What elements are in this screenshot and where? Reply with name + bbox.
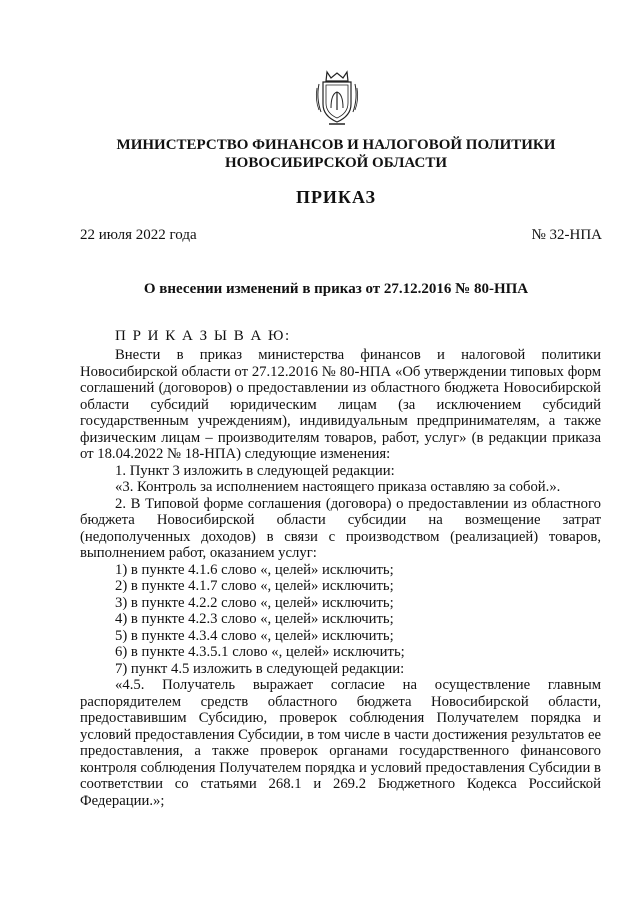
- order-subject: О внесении изменений в приказ от 27.12.2016 № 80-НПА: [143, 281, 529, 297]
- body-paragraph: «4.5. Получатель выражает согласие на осуществление главным распорядителем средств областного бюджета Новосибирской области, предоставившим Субсидию, проверок соблюдения Получателем порядка и условий предоставления Субсидии, в том числе в части достижения результатов ее предоставления, а также проверок органами государственного финансового контроля соблюдения Получателем порядка и условий предоставления Субсидии в соответствии со статьями 268.1 и 269.2 Бюджетного Кодекса Российской Федерации.»;: [80, 677, 601, 809]
- list-item: 5) в пункте 4.3.4 слово «, целей» исключить;: [115, 627, 394, 644]
- document-body: [80, 347, 601, 809]
- coat-of-arms-icon: [313, 68, 361, 126]
- ministry-name: [60, 136, 612, 172]
- order-date: 22 июля 2022 года: [80, 227, 197, 243]
- ministry-name-line1: МИНИСТЕРСТВО ФИНАНСОВ И НАЛОГОВОЙ ПОЛИТИКИ: [116, 137, 556, 153]
- body-paragraph: 2. В Типовой форме соглашения (договора) о предоставлении из областного бюджета Новосибирской области субсидии на возмещение затрат (недополученных доходов) в связи с производством (реализацией) товаров, выполнением работ, оказанием услуг:: [80, 495, 601, 561]
- body-paragraph: Внести в приказ министерства финансов и налоговой политики Новосибирской области от 27.12.2016 № 80-НПА «Об утверждении типовых форм соглашений (договоров) о предоставлении из областного бюджета Новосибирской области субсидий юридическим лицам (за исключением субсидий государственным учреждениям), индивидуальным предпринимателям, а также физическим лицам – производителям товаров, работ, услуг» (в редакции приказа от 18.04.2022 № 18-НПА) следующие изменения:: [80, 347, 601, 462]
- orders-heading: П Р И К А З Ы В А Ю:: [115, 328, 291, 344]
- body-paragraph: 1. Пункт 3 изложить в следующей редакции:: [115, 462, 395, 479]
- ministry-name-line2: НОВОСИБИРСКОЙ ОБЛАСТИ: [224, 155, 448, 171]
- list-item: 2) в пункте 4.1.7 слово «, целей» исключить;: [115, 578, 394, 594]
- list-item: 7) пункт 4.5 изложить в следующей редакции:: [115, 660, 405, 677]
- order-number: № 32-НПА: [531, 227, 602, 243]
- list-item: 6) в пункте 4.3.5.1 слово «, целей» исключить;: [115, 644, 405, 660]
- list-item: 1) в пункте 4.1.6 слово «, целей» исключить;: [115, 561, 394, 578]
- body-paragraph: «3. Контроль за исполнением настоящего приказа оставляю за собой.».: [115, 479, 561, 495]
- document-title: ПРИКАЗ: [295, 187, 377, 207]
- list-item: 4) в пункте 4.2.3 слово «, целей» исключить;: [115, 611, 394, 627]
- list-item: 3) в пункте 4.2.2 слово «, целей» исключить;: [115, 594, 394, 611]
